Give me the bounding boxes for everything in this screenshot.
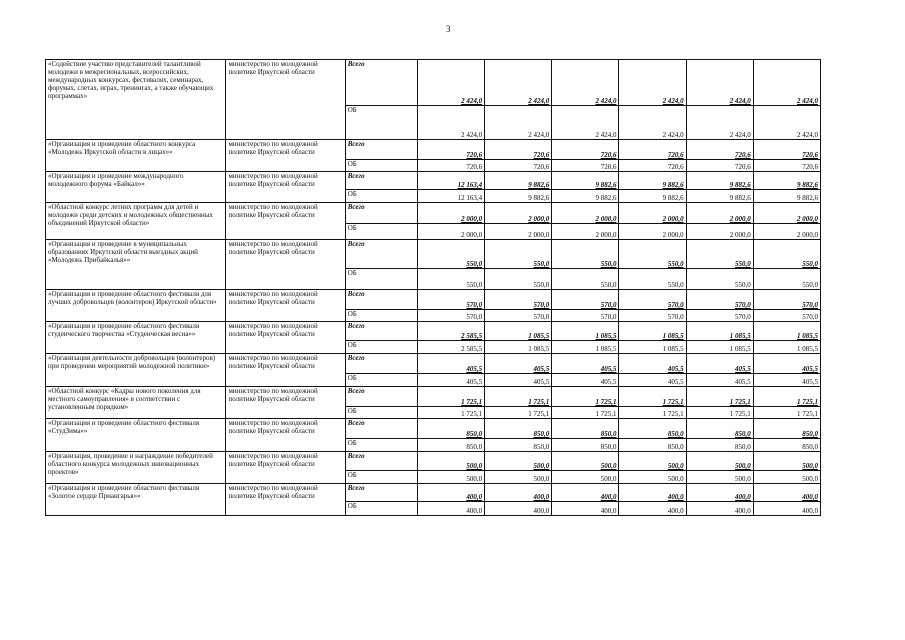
ob-amount: 2 000,0 xyxy=(417,224,484,240)
ob-amount: 9 882,6 xyxy=(686,190,753,203)
executor: министерство по молодежной политике Иркутской области xyxy=(226,387,345,419)
total-amount: 2 000,0 xyxy=(552,203,619,224)
ob-amount: 720,6 xyxy=(753,160,820,172)
executor: министерство по молодежной политике Иркутской области xyxy=(226,419,345,452)
total-amount: 400,0 xyxy=(552,484,619,502)
ob-amount: 12 163,4 xyxy=(417,190,484,203)
table-row xyxy=(46,140,821,160)
executor: министерство по молодежной политике Иркутской области xyxy=(226,322,345,354)
funding-source-label: ОБ xyxy=(345,190,417,203)
total-amount: 850,0 xyxy=(485,419,552,439)
ob-amount: 1 725,1 xyxy=(485,407,552,419)
executor: министерство по молодежной политике Иркутской области xyxy=(226,240,345,290)
total-amount: 500,0 xyxy=(686,452,753,471)
total-amount: 570,0 xyxy=(753,290,820,310)
total-amount: 1 085,5 xyxy=(485,322,552,341)
ob-amount: 400,0 xyxy=(485,502,552,516)
ob-amount: 2 000,0 xyxy=(552,224,619,240)
funding-type-cell xyxy=(345,452,417,471)
ob-amount: 2 424,0 xyxy=(417,106,484,140)
total-amount: 2 424,0 xyxy=(753,60,820,106)
ob-amount: 1 725,1 xyxy=(753,407,820,419)
total-amount: 1 725,1 xyxy=(619,387,686,407)
total-amount: 850,0 xyxy=(686,419,753,439)
table-row xyxy=(46,322,821,341)
funding-source-label: ОБ xyxy=(345,407,417,419)
ob-amount: 400,0 xyxy=(417,502,484,516)
ob-amount: 405,5 xyxy=(619,374,686,387)
ob-amount: 570,0 xyxy=(552,310,619,322)
total-amount: 2 424,0 xyxy=(417,60,484,106)
funding-type-cell xyxy=(345,290,417,310)
executor: министерство по молодежной политике Иркутской области xyxy=(226,203,345,240)
total-amount: 850,0 xyxy=(417,419,484,439)
ob-amount: 400,0 xyxy=(753,502,820,516)
total-amount: 500,0 xyxy=(485,452,552,471)
ob-amount: 850,0 xyxy=(753,439,820,452)
table-row xyxy=(46,290,821,310)
funding-source-label: ОБ xyxy=(345,224,417,240)
event-name: «Областной конкурс летних программ для детей и молодежи среди детских и молодежных общественных объединений Иркутской области» xyxy=(46,203,226,240)
total-amount: 9 882,6 xyxy=(753,172,820,190)
total-amount: 12 163,4 xyxy=(417,172,484,190)
funding-source-label: ОБ xyxy=(345,471,417,484)
table-row xyxy=(46,240,821,269)
ob-amount: 9 882,6 xyxy=(619,190,686,203)
total-amount: 1 725,1 xyxy=(686,387,753,407)
funding-total-label: Всего xyxy=(347,172,365,180)
event-name: «Организация и проведение в муниципальных образованиях Иркутской области выездных акций «Молодежь Прибайкалья»» xyxy=(46,240,226,290)
total-amount: 405,5 xyxy=(417,354,484,374)
event-name: «Содействие участию представителей талантливой молодежи в межрегиональных, всероссийских, международных конкурсах, фестивалях, семинарах, форумах, слетах, играх, тренингах, а также обучающих программах» xyxy=(46,60,226,140)
total-amount: 2 000,0 xyxy=(686,203,753,224)
ob-amount: 2 424,0 xyxy=(753,106,820,140)
total-amount: 570,0 xyxy=(417,290,484,310)
event-name: «Организация и проведение областного фестиваля для лучших добровольцев (волонтеров) Иркутской области» xyxy=(46,290,226,322)
total-amount: 405,5 xyxy=(485,354,552,374)
ob-amount: 2 424,0 xyxy=(686,106,753,140)
total-amount: 400,0 xyxy=(485,484,552,502)
total-amount: 570,0 xyxy=(552,290,619,310)
total-amount: 405,5 xyxy=(552,354,619,374)
funding-type-cell xyxy=(345,172,417,190)
total-amount: 550,0 xyxy=(485,240,552,269)
total-amount: 500,0 xyxy=(417,452,484,471)
total-amount: 1 725,1 xyxy=(753,387,820,407)
funding-source-label: ОБ xyxy=(345,341,417,354)
total-amount: 850,0 xyxy=(753,419,820,439)
ob-amount: 400,0 xyxy=(552,502,619,516)
ob-amount: 500,0 xyxy=(485,471,552,484)
ob-amount: 1 085,5 xyxy=(552,341,619,354)
ob-amount: 9 882,6 xyxy=(753,190,820,203)
ob-amount: 550,0 xyxy=(686,269,753,290)
event-name: «Организация и проведение областного фестиваля «Золотое сердце Приангарья»» xyxy=(46,484,226,516)
ob-amount: 550,0 xyxy=(552,269,619,290)
ob-amount: 1 085,5 xyxy=(686,341,753,354)
ob-amount: 2 424,0 xyxy=(552,106,619,140)
funding-type-cell xyxy=(345,322,417,341)
total-amount: 2 000,0 xyxy=(485,203,552,224)
executor: министерство по молодежной политике Иркутской области xyxy=(226,452,345,484)
funding-total-label: Всего xyxy=(347,354,365,362)
total-amount: 500,0 xyxy=(552,452,619,471)
ob-amount: 570,0 xyxy=(619,310,686,322)
total-amount: 1 725,1 xyxy=(485,387,552,407)
funding-source-label: ОБ xyxy=(345,310,417,322)
total-amount: 2 000,0 xyxy=(417,203,484,224)
ob-amount: 9 882,6 xyxy=(552,190,619,203)
total-amount: 400,0 xyxy=(619,484,686,502)
page-number: 3 xyxy=(446,24,451,34)
ob-amount: 2 424,0 xyxy=(619,106,686,140)
total-amount: 1 725,1 xyxy=(417,387,484,407)
table-row xyxy=(46,172,821,190)
ob-amount: 2 424,0 xyxy=(485,106,552,140)
ob-amount: 720,6 xyxy=(417,160,484,172)
total-amount: 1 085,5 xyxy=(552,322,619,341)
total-amount: 405,5 xyxy=(753,354,820,374)
total-amount: 1 725,1 xyxy=(552,387,619,407)
table-row xyxy=(46,484,821,502)
ob-amount: 1 725,1 xyxy=(686,407,753,419)
total-amount: 400,0 xyxy=(417,484,484,502)
ob-amount: 500,0 xyxy=(619,471,686,484)
ob-amount: 400,0 xyxy=(686,502,753,516)
funding-total-label: Всего xyxy=(347,140,365,148)
ob-amount: 720,6 xyxy=(619,160,686,172)
ob-amount: 850,0 xyxy=(552,439,619,452)
total-amount: 550,0 xyxy=(753,240,820,269)
total-amount: 9 882,6 xyxy=(686,172,753,190)
total-amount: 2 585,5 xyxy=(417,322,484,341)
total-amount: 1 085,5 xyxy=(686,322,753,341)
total-amount: 2 000,0 xyxy=(619,203,686,224)
funding-type-cell xyxy=(345,140,417,160)
ob-amount: 400,0 xyxy=(619,502,686,516)
ob-amount: 550,0 xyxy=(619,269,686,290)
total-amount: 2 424,0 xyxy=(552,60,619,106)
total-amount: 2 000,0 xyxy=(753,203,820,224)
ob-amount: 570,0 xyxy=(753,310,820,322)
event-name: «Организация и проведение областного фестиваля студенческого творчества «Студенческая весна»» xyxy=(46,322,226,354)
total-amount: 850,0 xyxy=(619,419,686,439)
total-amount: 405,5 xyxy=(619,354,686,374)
funding-total-label: Всего xyxy=(347,60,365,68)
total-amount: 720,6 xyxy=(619,140,686,160)
total-amount: 550,0 xyxy=(552,240,619,269)
ob-amount: 850,0 xyxy=(485,439,552,452)
ob-amount: 500,0 xyxy=(686,471,753,484)
ob-amount: 500,0 xyxy=(417,471,484,484)
ob-amount: 9 882,6 xyxy=(485,190,552,203)
funding-total-label: Всего xyxy=(347,387,365,395)
ob-amount: 850,0 xyxy=(417,439,484,452)
ob-amount: 550,0 xyxy=(485,269,552,290)
event-name: «Организация деятельности добровольцев (волонтеров) при проведении мероприятий молодежной политики» xyxy=(46,354,226,387)
table-row xyxy=(46,60,821,106)
ob-amount: 405,5 xyxy=(552,374,619,387)
ob-amount: 1 085,5 xyxy=(485,341,552,354)
funding-total-label: Всего xyxy=(347,240,365,248)
total-amount: 570,0 xyxy=(485,290,552,310)
total-amount: 500,0 xyxy=(753,452,820,471)
ob-amount: 500,0 xyxy=(552,471,619,484)
ob-amount: 500,0 xyxy=(753,471,820,484)
total-amount: 9 882,6 xyxy=(552,172,619,190)
ob-amount: 850,0 xyxy=(619,439,686,452)
ob-amount: 405,5 xyxy=(686,374,753,387)
funding-source-label: ОБ xyxy=(345,374,417,387)
table-body xyxy=(46,60,821,516)
total-amount: 570,0 xyxy=(686,290,753,310)
ob-amount: 720,6 xyxy=(686,160,753,172)
funding-total-label: Всего xyxy=(347,203,365,211)
total-amount: 1 085,5 xyxy=(753,322,820,341)
ob-amount: 1 085,5 xyxy=(619,341,686,354)
total-amount: 500,0 xyxy=(619,452,686,471)
funding-type-cell xyxy=(345,387,417,407)
ob-amount: 405,5 xyxy=(753,374,820,387)
ob-amount: 405,5 xyxy=(485,374,552,387)
ob-amount: 570,0 xyxy=(417,310,484,322)
funding-total-label: Всего xyxy=(347,452,365,460)
funding-source-label: ОБ xyxy=(345,160,417,172)
table-row xyxy=(46,354,821,374)
executor: министерство по молодежной политике Иркутской области xyxy=(226,354,345,387)
total-amount: 720,6 xyxy=(485,140,552,160)
ob-amount: 850,0 xyxy=(686,439,753,452)
ob-amount: 2 000,0 xyxy=(753,224,820,240)
ob-amount: 1 725,1 xyxy=(417,407,484,419)
event-name: «Организация, проведение и награждение победителей областного конкурса молодежных инновационных проектов» xyxy=(46,452,226,484)
total-amount: 550,0 xyxy=(417,240,484,269)
funding-type-cell xyxy=(345,484,417,502)
funding-source-label: ОБ xyxy=(345,269,417,290)
funding-source-label: ОБ xyxy=(345,106,417,140)
ob-amount: 405,5 xyxy=(417,374,484,387)
ob-amount: 1 725,1 xyxy=(552,407,619,419)
ob-amount: 2 585,5 xyxy=(417,341,484,354)
executor: министерство по молодежной политике Иркутской области xyxy=(226,290,345,322)
total-amount: 850,0 xyxy=(552,419,619,439)
total-amount: 570,0 xyxy=(619,290,686,310)
total-amount: 550,0 xyxy=(686,240,753,269)
total-amount: 400,0 xyxy=(686,484,753,502)
event-name: «Областной конкурс «Кадры нового поколения для местного самоуправления» в соответствии с установленным порядком» xyxy=(46,387,226,419)
total-amount: 550,0 xyxy=(619,240,686,269)
funding-source-label: ОБ xyxy=(345,439,417,452)
total-amount: 9 882,6 xyxy=(485,172,552,190)
event-name: «Организация и проведение областного фестиваля «СтудЗима»» xyxy=(46,419,226,452)
funding-type-cell xyxy=(345,419,417,439)
table-row xyxy=(46,452,821,471)
funding-type-cell xyxy=(345,240,417,269)
ob-amount: 570,0 xyxy=(686,310,753,322)
executor: министерство по молодежной политике Иркутской области xyxy=(226,484,345,516)
executor: министерство по молодежной политике Иркутской области xyxy=(226,172,345,203)
funding-type-cell xyxy=(345,60,417,106)
funding-source-label: ОБ xyxy=(345,502,417,516)
funding-type-cell xyxy=(345,203,417,224)
total-amount: 1 085,5 xyxy=(619,322,686,341)
total-amount: 720,6 xyxy=(753,140,820,160)
ob-amount: 720,6 xyxy=(485,160,552,172)
ob-amount: 1 725,1 xyxy=(619,407,686,419)
ob-amount: 2 000,0 xyxy=(686,224,753,240)
funding-total-label: Всего xyxy=(347,484,365,492)
total-amount: 720,6 xyxy=(417,140,484,160)
ob-amount: 2 000,0 xyxy=(619,224,686,240)
executor: министерство по молодежной политике Иркутской области xyxy=(226,60,345,140)
ob-amount: 1 085,5 xyxy=(753,341,820,354)
funding-total-label: Всего xyxy=(347,290,365,298)
funding-type-cell xyxy=(345,354,417,374)
total-amount: 2 424,0 xyxy=(619,60,686,106)
ob-amount: 720,6 xyxy=(552,160,619,172)
ob-amount: 550,0 xyxy=(753,269,820,290)
total-amount: 2 424,0 xyxy=(686,60,753,106)
funding-total-label: Всего xyxy=(347,419,365,427)
total-amount: 9 882,6 xyxy=(619,172,686,190)
total-amount: 720,6 xyxy=(686,140,753,160)
ob-amount: 2 000,0 xyxy=(485,224,552,240)
total-amount: 2 424,0 xyxy=(485,60,552,106)
ob-amount: 570,0 xyxy=(485,310,552,322)
table-row xyxy=(46,203,821,224)
ob-amount: 550,0 xyxy=(417,269,484,290)
executor: министерство по молодежной политике Иркутской области xyxy=(226,140,345,172)
event-name: «Организация и проведение областного конкурса «Молодежь Иркутской области в лицах»» xyxy=(46,140,226,172)
budget-table xyxy=(45,59,821,516)
table-row xyxy=(46,387,821,407)
event-name: «Организация и проведение международного молодежного форума «Байкал»» xyxy=(46,172,226,203)
total-amount: 405,5 xyxy=(686,354,753,374)
total-amount: 400,0 xyxy=(753,484,820,502)
table-row xyxy=(46,419,821,439)
total-amount: 720,6 xyxy=(552,140,619,160)
funding-total-label: Всего xyxy=(347,322,365,330)
